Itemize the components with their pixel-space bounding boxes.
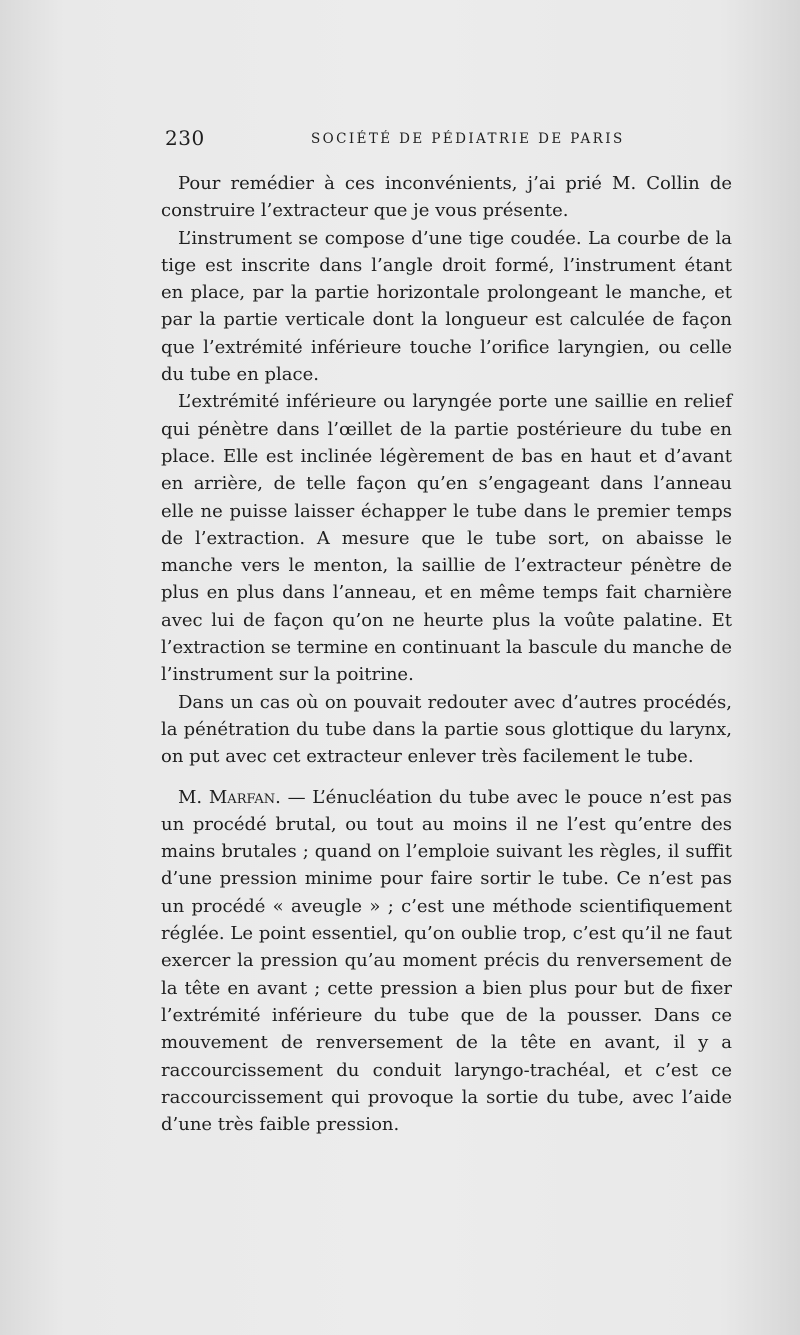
speaker-name: M. Marfan. [178,786,281,808]
marfan-text: — L’énucléation du tube avec le pouce n’est pas un procédé brutal, ou tout au moins il ne l’est qu’entre des mains brutales ; quand on l’emploie suivant les règles, il suffit d’une pression minime pour faire sortir le tube. Ce n’est pas un procédé « aveugle » ; c’est une méthode scientifiquement réglée. Le point essentiel, qu’on oublie trop, c’est qu’il ne faut exercer la pression qu’au moment précis du renversement de la tête en avant ; cette pression a bien plus pour but de fixer l’extrémité inférieure du tube que de la pousser. Dans ce mouvement de renversement de la tête en avant, il y a raccourcissement du conduit laryngo-trachéal, et c’est ce raccourcissement qui provoque la sortie du tube, avec l’aide d’une très faible pression. [161,786,732,1136]
paragraph: L’extrémité inférieure ou laryngée porte une saillie en relief qui pénètre dans l’œillet de la partie postérieure du tube en place. Elle est inclinée légèrement de bas en haut et d’avant en arrière, de telle façon qu’en s’engageant dans l’anneau elle ne puisse laisser échapper le tube dans le premier temps de l’extraction. A mesure que le tube sort, on abaisse le manche vers le menton, la saillie de l’extracteur pénètre de plus en plus dans l’anneau, et en même temps fait charnière avec lui de façon qu’on ne heurte plus la voûte palatine. Et l’extraction se termine en continuant la bascule du manche de l’instrument sur la poitrine. [161,391,732,686]
running-title: SOCIÉTÉ DE PÉDIATRIE DE PARIS [311,131,625,147]
page-number: 230 [165,126,205,150]
paragraph: Pour remédier à ces inconvénients, j’ai prié M. Collin de construire l’extracteur que je vous présente. [161,173,732,222]
marfan-paragraph [161,784,732,1139]
page-header [165,126,732,156]
paragraph: L’instrument se compose d’une tige coudée. La courbe de la tige est inscrite dans l’angle droit formé, l’instrument étant en place, par la partie horizontale prolongeant le manche, et par la partie verticale dont la longueur est calculée de façon que l’extrémité inférieure touche l’orifice laryngien, ou celle du tube en place. [161,227,732,386]
body-text [161,170,732,1138]
paragraph: Dans un cas où on pouvait redouter avec d’autres procédés, la pénétration du tube dans la partie sous glottique du larynx, on put avec cet extracteur enlever très facilement le tube. [161,691,732,768]
